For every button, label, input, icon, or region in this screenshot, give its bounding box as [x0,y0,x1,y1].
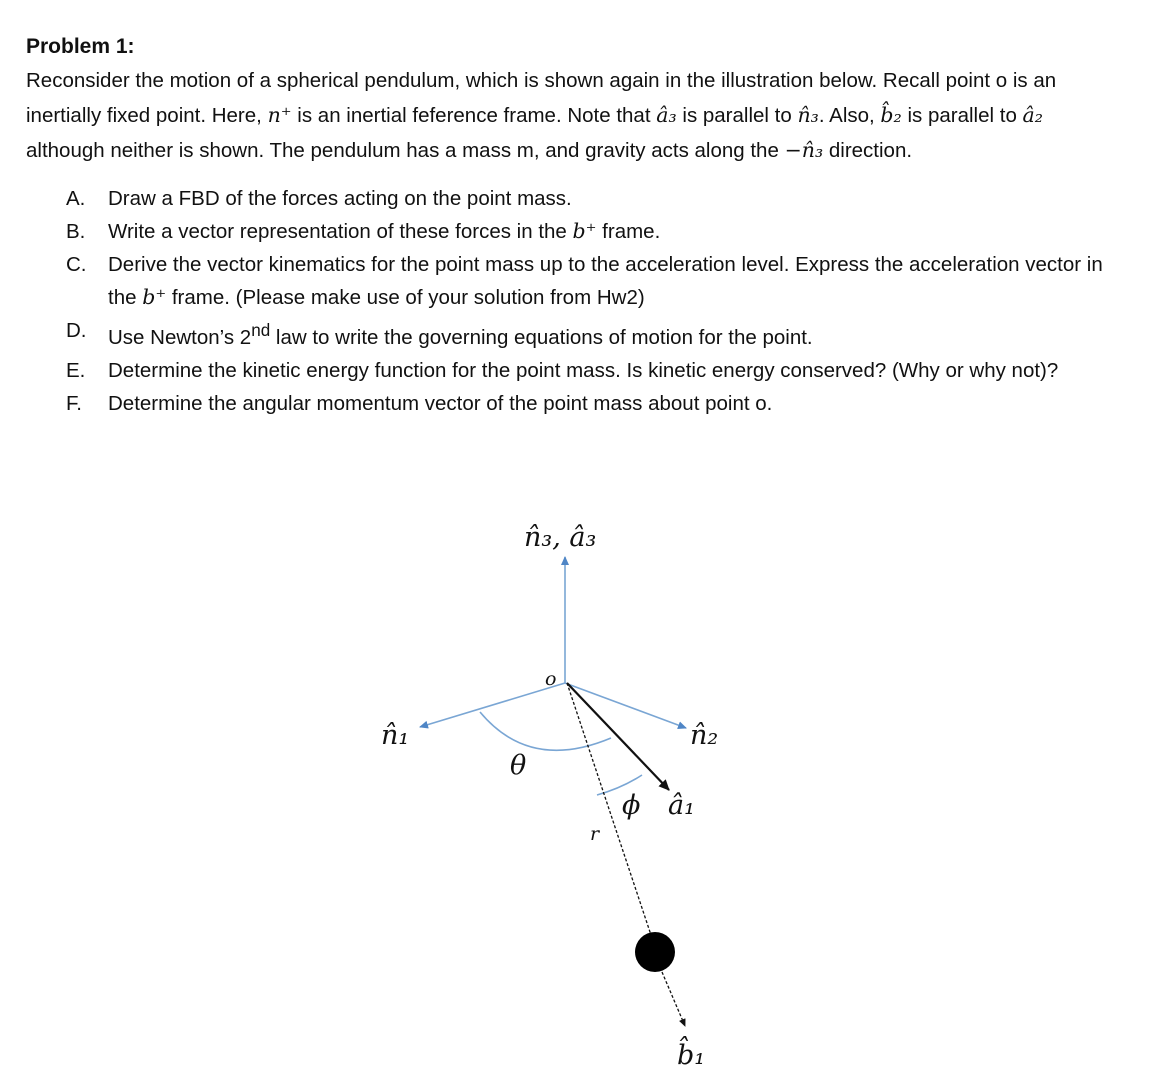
task-marker: E. [66,358,86,382]
task-text: frame. [596,220,661,243]
task-marker: F. [66,391,82,415]
a1-vector-arrow [567,683,669,790]
intro-text-7: direction. [823,139,913,162]
ordinal-suffix: nd [251,321,271,340]
intro-text-1: Reconsider the motion of a spherical pendulum, which is shown again in the illustration below. Recall point o is an inertially fixed point. Here, [26,69,1057,127]
b1-vector-arrow [662,972,685,1026]
task-text: Use Newton’s 2 [108,325,252,349]
intro-text-4: . Also, [818,104,881,127]
a2-hat-symbol: â₂ [1022,103,1043,127]
task-marker: D. [66,319,87,342]
intro-text-2: is an inertial feference frame. Note that [291,104,657,127]
origin-o-label: o [545,668,557,690]
inertial-frame-symbol: n⁺ [267,103,292,127]
b-frame-symbol: b⁺ [142,285,167,309]
intro-text-5: is parallel to [901,104,1023,127]
r-label: r [590,823,600,845]
n3-a3-label: n̂₃, â₃ [524,522,597,553]
n1-label: n̂₁ [381,720,410,751]
theta-arc [480,712,611,750]
task-text: Determine the kinetic energy function for the point mass. Is kinetic energy conserved? (Why or why not)? [108,358,1059,382]
n2-label: n̂₂ [690,720,719,751]
task-marker: C. [66,253,87,276]
b1-label: b̂₁ [677,1040,706,1071]
b2-hat-symbol: b̂₂ [880,103,902,127]
task-text: Determine the angular momentum vector of the point mass about point o. [108,391,773,415]
b-frame-symbol: b⁺ [572,219,597,243]
pendulum-bob [635,932,675,972]
a1-label: â₁ [668,790,695,821]
phi-label: ϕ [622,790,641,821]
n3-hat-symbol: n̂₃ [797,103,819,127]
theta-label: θ [510,750,527,781]
n2-axis-arrow [565,683,686,728]
task-text: Derive the vector kinematics for the point mass up to the acceleration level. Express the acceleration vector in the [108,253,1103,309]
intro-text-6: although neither is shown. The pendulum has a mass m, and gravity acts along the [26,139,785,162]
task-text: Write a vector representation of these forces in the [108,220,573,243]
task-text: law to write the governing equations of motion for the point. [270,325,813,349]
task-text: frame. (Please make use of your solution from Hw2) [166,286,645,309]
task-text: Draw a FBD of the forces acting on the point mass. [108,187,572,210]
a3-hat-symbol: â₃ [656,103,677,127]
intro-text-3: is parallel to [676,104,798,127]
task-marker: A. [66,187,86,210]
neg-n3-hat-symbol: −n̂₃ [784,138,824,162]
n1-axis-arrow [420,683,565,727]
problem-title: Problem 1: [26,35,135,58]
task-marker: B. [66,220,86,243]
